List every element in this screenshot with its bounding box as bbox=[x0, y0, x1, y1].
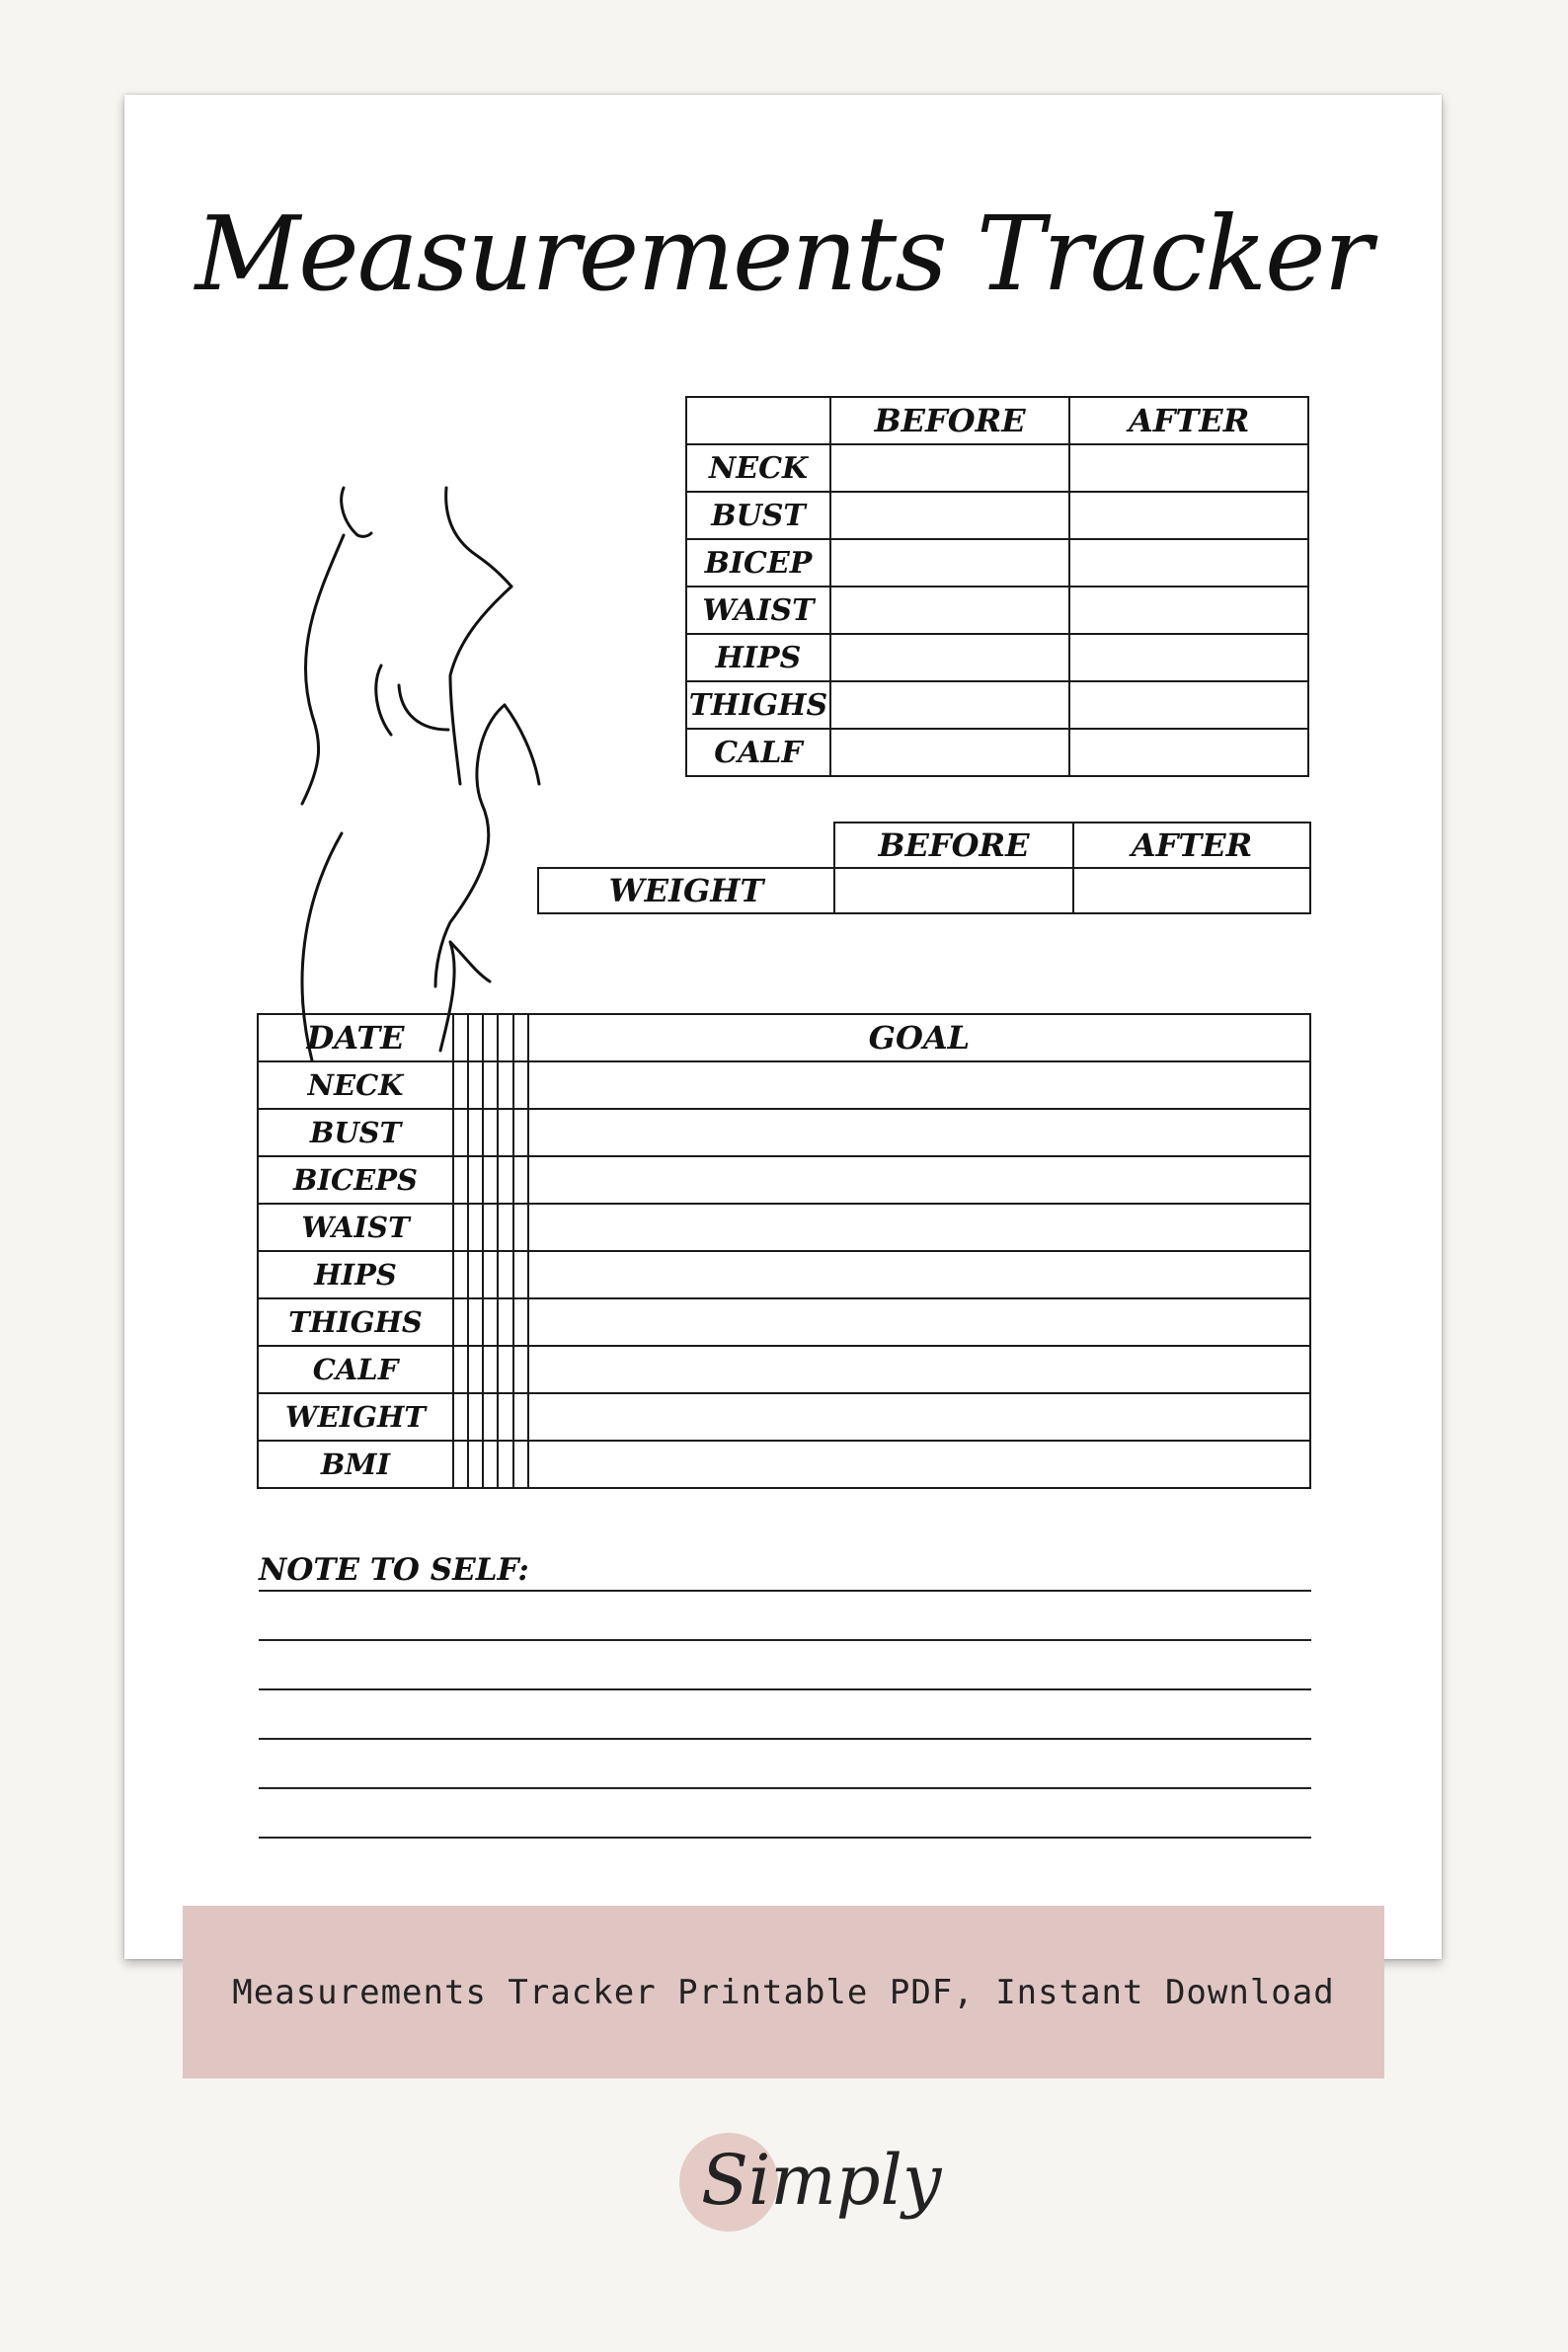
table-row bbox=[258, 1298, 1310, 1346]
goal-cell[interactable] bbox=[528, 1441, 1310, 1488]
goal-cell[interactable] bbox=[528, 1156, 1310, 1204]
note-line[interactable] bbox=[259, 1789, 1311, 1839]
entry-cell[interactable] bbox=[498, 1298, 512, 1346]
table-row bbox=[686, 539, 1308, 587]
after-cell[interactable] bbox=[1069, 492, 1308, 539]
before-cell[interactable] bbox=[830, 587, 1069, 634]
row-label: CALF bbox=[686, 729, 830, 776]
entry-cell[interactable] bbox=[453, 1393, 468, 1441]
row-label: NECK bbox=[258, 1061, 453, 1109]
entry-cell[interactable] bbox=[468, 1441, 483, 1488]
notes-label: NOTE TO SELF: bbox=[259, 1552, 533, 1588]
note-line[interactable] bbox=[259, 1641, 1311, 1690]
logo-text: Simply bbox=[701, 2140, 942, 2221]
after-cell[interactable] bbox=[1069, 444, 1308, 492]
goal-cell[interactable] bbox=[528, 1109, 1310, 1156]
weight-table bbox=[537, 822, 1311, 912]
after-cell[interactable] bbox=[1069, 681, 1308, 729]
product-banner bbox=[183, 1906, 1384, 2078]
weight-before-cell[interactable] bbox=[833, 867, 1074, 914]
before-header: BEFORE bbox=[830, 397, 1069, 444]
simply-logo bbox=[671, 2113, 942, 2251]
row-label: BMI bbox=[258, 1441, 453, 1488]
goal-cell[interactable] bbox=[528, 1251, 1310, 1298]
row-label: BUST bbox=[258, 1109, 453, 1156]
table-row bbox=[258, 1441, 1310, 1488]
table-row bbox=[258, 1393, 1310, 1441]
weight-after-header: AFTER bbox=[1072, 822, 1311, 869]
entry-cell[interactable] bbox=[453, 1156, 468, 1204]
note-line[interactable] bbox=[259, 1690, 1311, 1740]
row-label: BICEP bbox=[686, 539, 830, 587]
table-row bbox=[258, 1251, 1310, 1298]
entry-cell[interactable] bbox=[483, 1251, 498, 1298]
entry-cell[interactable] bbox=[483, 1156, 498, 1204]
entry-cell[interactable] bbox=[498, 1346, 512, 1393]
row-label: BUST bbox=[686, 492, 830, 539]
entry-cell[interactable] bbox=[453, 1061, 468, 1109]
entry-cell[interactable] bbox=[483, 1061, 498, 1109]
entry-cell[interactable] bbox=[498, 1156, 512, 1204]
entry-cell[interactable] bbox=[483, 1204, 498, 1251]
table-row bbox=[258, 1061, 1310, 1109]
weight-before-header: BEFORE bbox=[833, 822, 1074, 869]
goal-cell[interactable] bbox=[528, 1204, 1310, 1251]
date-cell[interactable] bbox=[483, 1014, 498, 1061]
tracker-page bbox=[124, 95, 1442, 1959]
entry-cell[interactable] bbox=[468, 1346, 483, 1393]
table-row bbox=[686, 729, 1308, 776]
table-row bbox=[686, 634, 1308, 681]
entry-cell[interactable] bbox=[468, 1298, 483, 1346]
goal-cell[interactable] bbox=[528, 1298, 1310, 1346]
entry-cell[interactable] bbox=[453, 1204, 468, 1251]
entry-cell[interactable] bbox=[513, 1346, 528, 1393]
after-cell[interactable] bbox=[1069, 539, 1308, 587]
notes-section bbox=[259, 1542, 1311, 1839]
entry-cell[interactable] bbox=[513, 1156, 528, 1204]
before-cell[interactable] bbox=[830, 492, 1069, 539]
entry-cell[interactable] bbox=[513, 1061, 528, 1109]
entry-cell[interactable] bbox=[453, 1346, 468, 1393]
row-label: WEIGHT bbox=[258, 1393, 453, 1441]
table-row bbox=[686, 681, 1308, 729]
progress-table bbox=[257, 1013, 1311, 1489]
date-cell[interactable] bbox=[498, 1014, 512, 1061]
row-label: WAIST bbox=[258, 1204, 453, 1251]
entry-cell[interactable] bbox=[468, 1204, 483, 1251]
row-label: HIPS bbox=[686, 634, 830, 681]
entry-cell[interactable] bbox=[468, 1156, 483, 1204]
after-cell[interactable] bbox=[1069, 729, 1308, 776]
goal-cell[interactable] bbox=[528, 1346, 1310, 1393]
entry-cell[interactable] bbox=[483, 1109, 498, 1156]
page-title: Measurements Tracker bbox=[195, 194, 1372, 314]
row-label: WAIST bbox=[686, 587, 830, 634]
date-cell[interactable] bbox=[468, 1014, 483, 1061]
entry-cell[interactable] bbox=[498, 1441, 512, 1488]
after-cell[interactable] bbox=[1069, 587, 1308, 634]
note-line[interactable] bbox=[259, 1740, 1311, 1789]
table-row bbox=[686, 444, 1308, 492]
date-cell[interactable] bbox=[513, 1014, 528, 1061]
row-label: THIGHS bbox=[258, 1298, 453, 1346]
entry-cell[interactable] bbox=[453, 1298, 468, 1346]
entry-cell[interactable] bbox=[498, 1251, 512, 1298]
table-row bbox=[258, 1156, 1310, 1204]
row-label: CALF bbox=[258, 1346, 453, 1393]
before-cell[interactable] bbox=[830, 634, 1069, 681]
body-outline-illustration bbox=[253, 389, 667, 1080]
entry-cell[interactable] bbox=[453, 1441, 468, 1488]
row-label: HIPS bbox=[258, 1251, 453, 1298]
row-label: BICEPS bbox=[258, 1156, 453, 1204]
table-row bbox=[258, 1109, 1310, 1156]
goal-header: GOAL bbox=[528, 1014, 1310, 1061]
entry-cell[interactable] bbox=[468, 1251, 483, 1298]
entry-cell[interactable] bbox=[513, 1109, 528, 1156]
table-row bbox=[686, 492, 1308, 539]
before-cell[interactable] bbox=[830, 681, 1069, 729]
entry-cell[interactable] bbox=[453, 1109, 468, 1156]
entry-cell[interactable] bbox=[498, 1061, 512, 1109]
weight-label: WEIGHT bbox=[537, 867, 835, 914]
goal-cell[interactable] bbox=[528, 1061, 1310, 1109]
entry-cell[interactable] bbox=[513, 1441, 528, 1488]
before-cell[interactable] bbox=[830, 444, 1069, 492]
after-cell[interactable] bbox=[1069, 634, 1308, 681]
entry-cell[interactable] bbox=[513, 1251, 528, 1298]
goal-cell[interactable] bbox=[528, 1393, 1310, 1441]
note-line[interactable] bbox=[259, 1592, 1311, 1641]
note-line[interactable] bbox=[259, 1542, 1311, 1592]
date-cell[interactable] bbox=[453, 1014, 468, 1061]
entry-cell[interactable] bbox=[498, 1393, 512, 1441]
before-cell[interactable] bbox=[830, 539, 1069, 587]
entry-cell[interactable] bbox=[453, 1251, 468, 1298]
entry-cell[interactable] bbox=[483, 1441, 498, 1488]
entry-cell[interactable] bbox=[483, 1346, 498, 1393]
entry-cell[interactable] bbox=[483, 1393, 498, 1441]
entry-cell[interactable] bbox=[468, 1109, 483, 1156]
progress-header-row bbox=[258, 1014, 1310, 1061]
entry-cell[interactable] bbox=[498, 1109, 512, 1156]
entry-cell[interactable] bbox=[468, 1393, 483, 1441]
before-after-measurements-table bbox=[685, 396, 1309, 777]
entry-cell[interactable] bbox=[513, 1298, 528, 1346]
entry-cell[interactable] bbox=[513, 1204, 528, 1251]
entry-cell[interactable] bbox=[468, 1061, 483, 1109]
table-row bbox=[686, 587, 1308, 634]
weight-after-cell[interactable] bbox=[1072, 867, 1311, 914]
banner-text: Measurements Tracker Printable PDF, Instant Download bbox=[232, 1972, 1335, 2012]
date-header: DATE bbox=[258, 1014, 453, 1061]
table-header-row bbox=[686, 397, 1308, 444]
entry-cell[interactable] bbox=[498, 1204, 512, 1251]
before-cell[interactable] bbox=[830, 729, 1069, 776]
table-row bbox=[258, 1346, 1310, 1393]
row-label: NECK bbox=[686, 444, 830, 492]
row-label: THIGHS bbox=[686, 681, 830, 729]
entry-cell[interactable] bbox=[513, 1393, 528, 1441]
table-corner-cell bbox=[686, 397, 830, 444]
table-row bbox=[258, 1204, 1310, 1251]
after-header: AFTER bbox=[1069, 397, 1308, 444]
entry-cell[interactable] bbox=[483, 1298, 498, 1346]
